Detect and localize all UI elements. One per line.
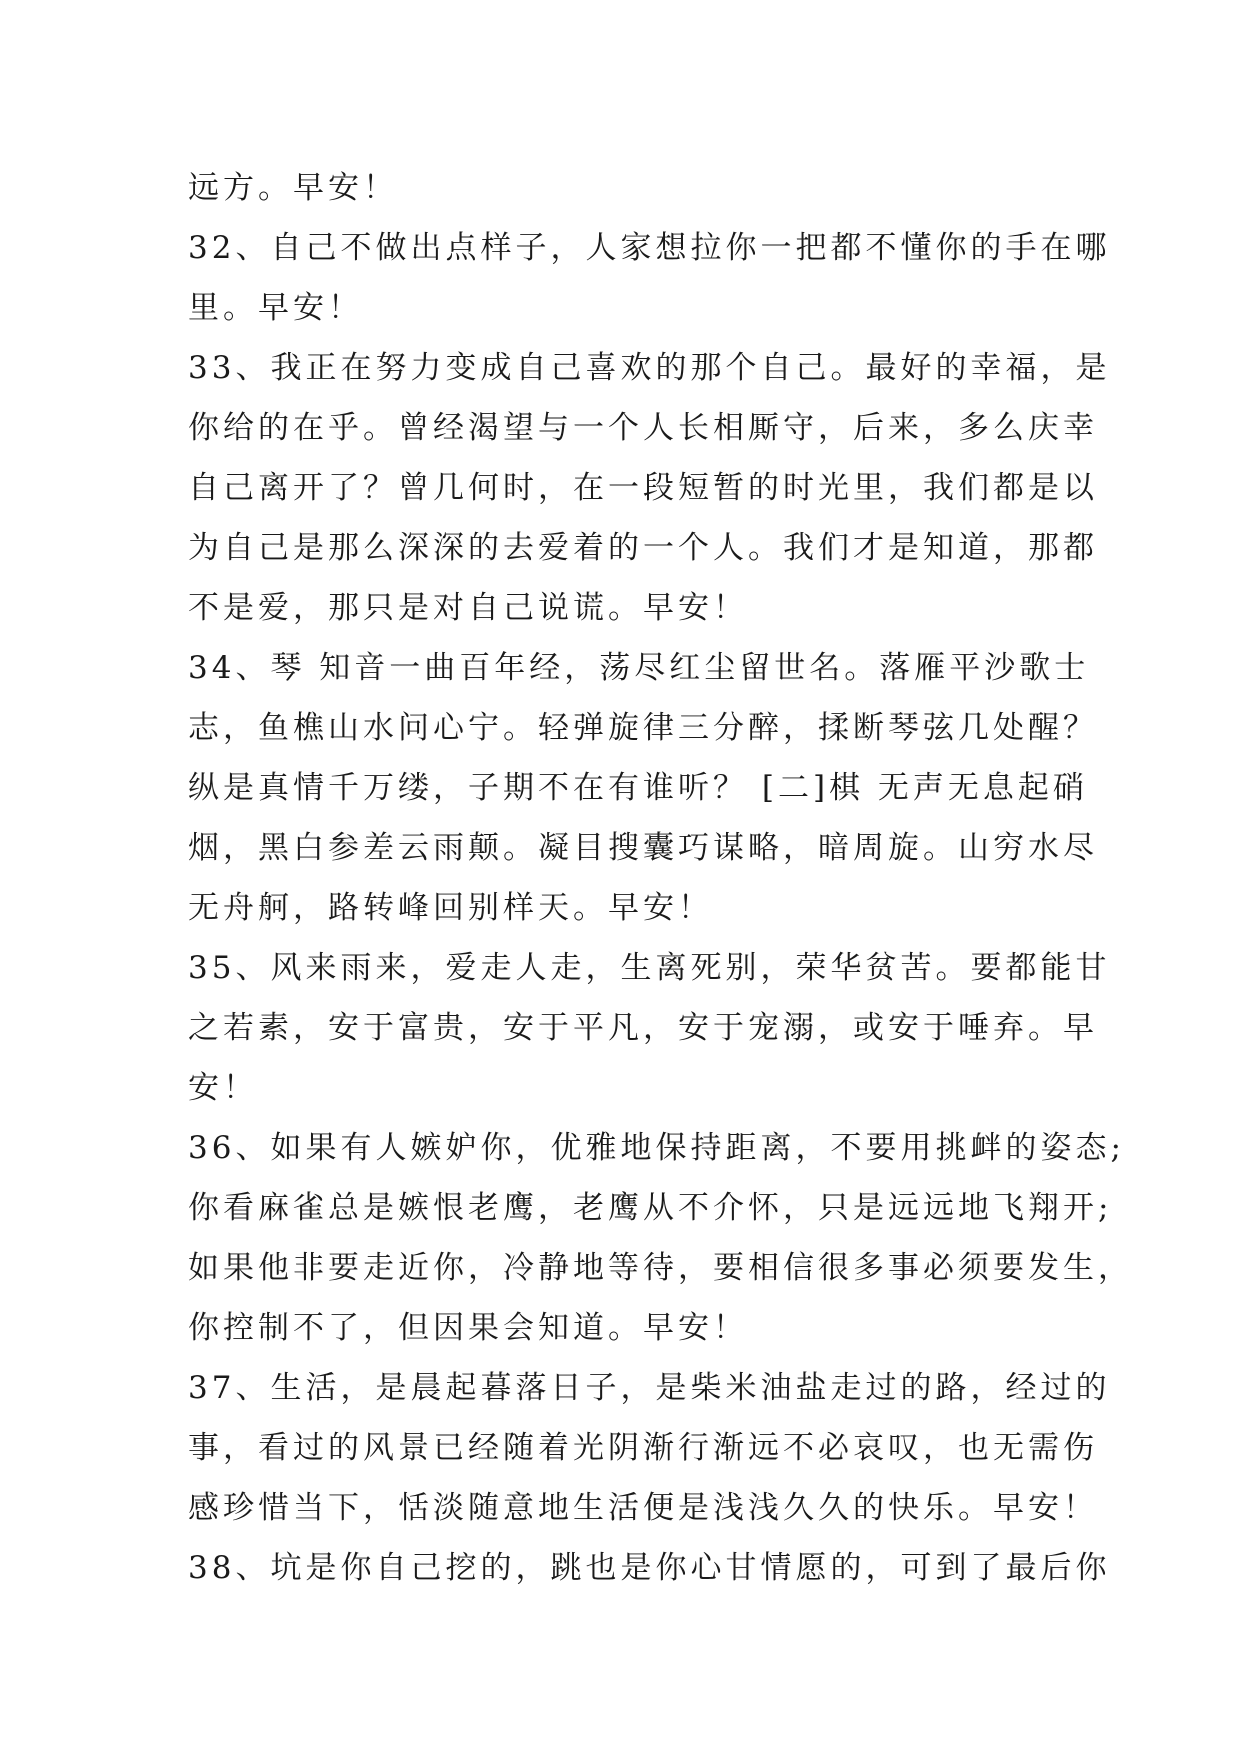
- text-line: 不是爱，那只是对自己说谎。早安！: [188, 590, 748, 626]
- text-line: 纵是真情千万缕，子期不在有谁听？ [二]棋 无声无息起硝: [188, 770, 1088, 806]
- text-line: 32、自己不做出点样子，人家想拉你一把都不懂你的手在哪: [188, 230, 1111, 266]
- text-line: 烟，黑白参差云雨颠。凝目搜囊巧谋略，暗周旋。山穷水尽: [188, 830, 1098, 866]
- text-line: 无舟舸，路转峰回别样天。早安！: [188, 890, 713, 926]
- body-text: [188, 158, 1133, 1598]
- text-line: 你控制不了，但因果会知道。早安！: [188, 1310, 748, 1346]
- text-line: 33、我正在努力变成自己喜欢的那个自己。最好的幸福，是: [188, 350, 1111, 386]
- text-line: 34、琴 知音一曲百年经，荡尽红尘留世名。落雁平沙歌士: [188, 650, 1090, 686]
- text-line: 38、坑是你自己挖的，跳也是你心甘情愿的，可到了最后你: [188, 1550, 1111, 1586]
- text-line: 36、如果有人嫉妒你，优雅地保持距离，不要用挑衅的姿态;: [188, 1130, 1125, 1166]
- text-line: 志，鱼樵山水问心宁。轻弹旋律三分醉，揉断琴弦几处醒？: [188, 710, 1098, 746]
- text-line: 35、风来雨来，爱走人走，生离死别，荣华贫苦。要都能甘: [188, 950, 1111, 986]
- text-line: 37、生活，是晨起暮落日子，是柴米油盐走过的路，经过的: [188, 1370, 1111, 1406]
- text-line: 自己离开了？曾几何时，在一段短暂的时光里，我们都是以: [188, 470, 1098, 506]
- text-line: 你给的在乎。曾经渴望与一个人长相厮守，后来，多么庆幸: [188, 410, 1098, 446]
- text-line: 为自己是那么深深的去爱着的一个人。我们才是知道，那都: [188, 530, 1098, 566]
- text-line: 安！: [188, 1070, 258, 1106]
- text-line: 如果他非要走近你，冷静地等待，要相信很多事必须要发生，: [188, 1250, 1133, 1286]
- text-line: 你看麻雀总是嫉恨老鹰，老鹰从不介怀，只是远远地飞翔开;: [188, 1190, 1113, 1226]
- text-line: 远方。早安！: [188, 170, 398, 206]
- text-line: 里。早安！: [188, 290, 363, 326]
- text-line: 感珍惜当下，恬淡随意地生活便是浅浅久久的快乐。早安！: [188, 1490, 1098, 1526]
- text-line: 之若素，安于富贵，安于平凡，安于宠溺，或安于唾弃。早: [188, 1010, 1098, 1046]
- text-line: 事，看过的风景已经随着光阴渐行渐远不必哀叹，也无需伤: [188, 1430, 1098, 1466]
